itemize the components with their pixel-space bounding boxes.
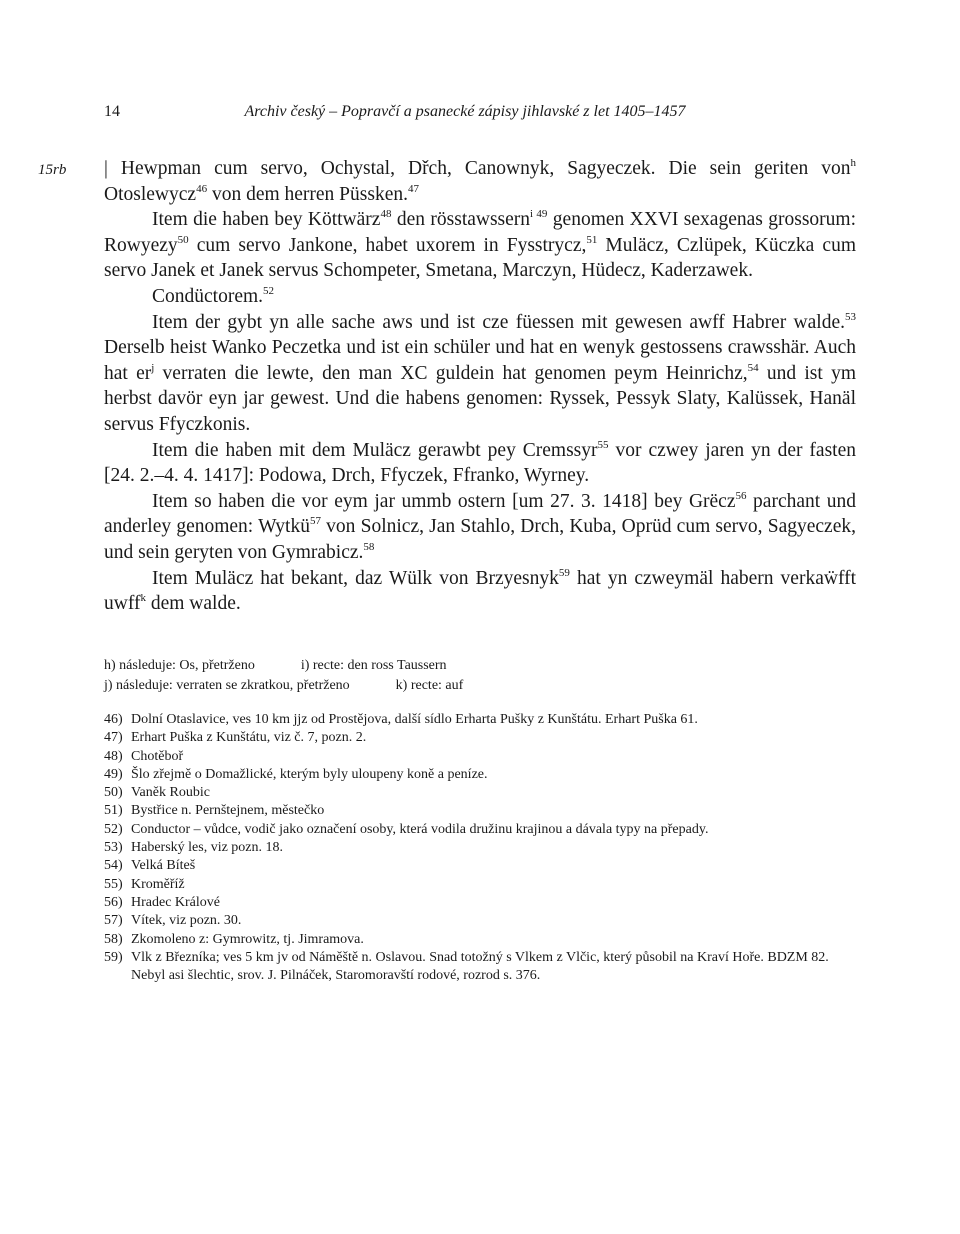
footnote	[104, 821, 856, 839]
footnote-number: 49)	[104, 766, 123, 782]
footnote-text: Vaněk Roubic	[131, 785, 210, 801]
textual-notes	[104, 656, 856, 696]
textual-note-row	[104, 676, 856, 696]
footnote-text: Velká Bíteš	[131, 858, 196, 874]
footnote	[104, 894, 856, 912]
textual-note: j) následuje: verraten se zkratkou, přetrženo	[104, 678, 350, 693]
note-ref: k	[140, 592, 146, 605]
footnote-text: Dolní Otaslavice, ves 10 km jjz od Prostějova, další sídlo Erharta Pušky z Kunštátu. Erhart Puška 61.	[131, 712, 698, 727]
footnote-ref: 59	[558, 566, 570, 579]
footnote	[104, 784, 856, 802]
running-title: Archiv český – Popravčí a psanecké zápisy jihlavské z let 1405–1457	[244, 103, 686, 120]
footnote-number: 48)	[104, 748, 123, 764]
footnote-number: 55)	[104, 876, 123, 892]
footnote	[104, 729, 856, 747]
footnote-ref: 51	[586, 233, 598, 246]
footnote-ref: 53	[845, 310, 856, 323]
note-ref: h	[850, 157, 856, 169]
footnote-number: 56)	[104, 894, 123, 910]
text-run: verraten die lewte, den man XC guldein hat genomen peym Heinrichz,	[154, 362, 748, 384]
footnotes	[104, 711, 856, 985]
text-run: den rösstawssern	[391, 209, 531, 231]
text-run: | Hewpman cum servo, Ochystal, Dřch, Canownyk, Sagyeczek. Die sein geriten von	[104, 158, 851, 179]
footnote-number: 52)	[104, 821, 123, 837]
footnote-text: Erhart Puška z Kunštátu, viz č. 7, pozn. 2.	[131, 730, 367, 746]
footnote	[104, 839, 856, 857]
footnote-number: 46)	[104, 712, 123, 727]
folio-margin-note: 15rb	[38, 162, 67, 178]
paragraph	[104, 207, 856, 284]
footnote-text: Bystřice n. Pernštejnem, městečko	[131, 803, 325, 819]
footnote	[104, 748, 856, 766]
footnote-number: 54)	[104, 858, 123, 874]
footnote-number: 57)	[104, 913, 123, 929]
footnote	[104, 802, 856, 820]
text-run: Condüctorem.	[152, 285, 264, 307]
footnote-number: 47)	[104, 730, 123, 746]
footnote-ref: 46	[196, 182, 208, 195]
text-run: Item Muläcz hat bekant, daz Wülk von Brzyesnyk	[152, 567, 559, 589]
text-run: Muläcz, Czlüpek, Küczka cum servo Janek et Janek servus Schompeter, Smetana, Marczyn, Hüdecz, Kaderzawek.	[104, 234, 856, 282]
footnote	[104, 766, 856, 784]
textual-note: h) následuje: Os, přetrženo	[104, 658, 255, 673]
footnote-ref: 48	[380, 208, 392, 221]
text-run: dem walde.	[145, 593, 241, 615]
footnote-text: Hradec Králové	[131, 894, 221, 910]
footnote-ref: 58	[363, 540, 375, 553]
paragraph	[104, 489, 856, 566]
footnote-text: Šlo zřejmě o Domažlické, kterým byly uloupeny koně a peníze.	[131, 766, 488, 782]
text-run: Otoslewycz	[104, 183, 197, 205]
text-run: vor czwey jaren yn der fasten [24. 2.–4. 4. 1417]: Podowa, Drch, Ffyczek, Ffranko, Wyrney.	[104, 439, 856, 487]
footnote-ref: 55	[597, 438, 609, 451]
text-run: Item so haben die vor eym jar ummb ostern [um 27. 3. 1418] bey Grëcz	[152, 490, 736, 512]
textual-note-row	[104, 656, 856, 676]
footnote-text: Haberský les, viz pozn. 18.	[131, 840, 284, 856]
footnote-ref: 50	[177, 233, 189, 246]
footnote	[104, 931, 856, 949]
footnote-text: Conductor – vůdce, vodič jako označení osoby, která vodila družinu krajinou a dávala typy na přepady.	[131, 821, 709, 837]
text-run: und ist ym herbst davör eyn jar gewest. Und die habens genomen: Ryssek, Pessyk Slaty, Kalüssek, Hanäl servus Ffyczkonis.	[104, 362, 856, 435]
paragraph	[104, 310, 856, 438]
footnote	[104, 876, 856, 894]
text-run: Item die haben mit dem Muläcz gerawbt pey Cremssyr	[152, 439, 598, 461]
footnote-text: Vlk z Březníka; ves 5 km jv od Náměště n. Oslavou. Snad totožný s Vlkem z Vlčic, který působil na Kraví Hoře. BDZM 82. Nebyl asi šlechtic, srov. J. Pilnáček, Staromoravští rodové, rozrod s. 376.	[131, 949, 829, 984]
text-run: cum servo Jankone, habet uxorem in Fysstrycz,	[188, 234, 587, 256]
text-run: Item die haben bey Köttwärz	[152, 209, 381, 231]
paragraph	[104, 566, 856, 617]
paragraph	[104, 156, 856, 207]
footnote	[104, 949, 856, 986]
footnote-number: 50)	[104, 785, 123, 801]
note-ref: j	[151, 361, 155, 374]
text-run: genomen XXVI sexagenas grossorum: Rowyezy	[104, 209, 857, 256]
paragraph	[104, 284, 856, 310]
paragraph	[104, 438, 856, 489]
main-text	[104, 156, 856, 617]
footnote	[104, 912, 856, 930]
textual-note: k) recte: auf	[395, 678, 464, 693]
text-run: von dem herren Püssken.	[207, 183, 408, 205]
footnote-text: Chotěboř	[131, 748, 184, 764]
text-run: Item der gybt yn alle sache aws und ist cze füessen mit gewesen awff Habrer walde.	[152, 311, 845, 333]
footnote	[104, 711, 856, 729]
text-run: von Solnicz, Jan Stahlo, Drch, Kuba, Oprüd cum servo, Sagyeczek, und sein geryten von Gymrabicz.	[104, 516, 856, 563]
footnote-ref: 47	[408, 182, 419, 195]
footnote-number: 53)	[104, 840, 123, 856]
footnote-number: 58)	[104, 931, 123, 947]
footnote-ref: 56	[735, 489, 747, 502]
text-run: parchant und anderley genomen: Wytkü	[104, 490, 856, 538]
footnote-ref: 54	[747, 361, 759, 374]
page-number: 14	[104, 103, 120, 120]
footnote	[104, 857, 856, 875]
textual-note: i) recte: den ross Taussern	[300, 658, 447, 673]
footnote-text: Kroměříž	[131, 876, 185, 892]
text-run: Derselb heist Wanko Peczetka und ist ein schüler und hat en wenyk gestossens crawsshär. Auch hat er	[104, 337, 856, 384]
footnote-ref: 57	[309, 515, 321, 528]
note-ref: i 49	[530, 208, 548, 221]
footnote-text: Zkomoleno z: Gymrowitz, tj. Jimramova.	[131, 931, 364, 947]
footnote-text: Vítek, viz pozn. 30.	[131, 913, 242, 929]
footnote-number: 51)	[104, 803, 123, 819]
footnote-number: 59)	[104, 949, 123, 965]
footnote-ref: 52	[263, 284, 275, 297]
text-run: hat yn czweymäl habern verkaẅfft uwff	[104, 567, 857, 615]
